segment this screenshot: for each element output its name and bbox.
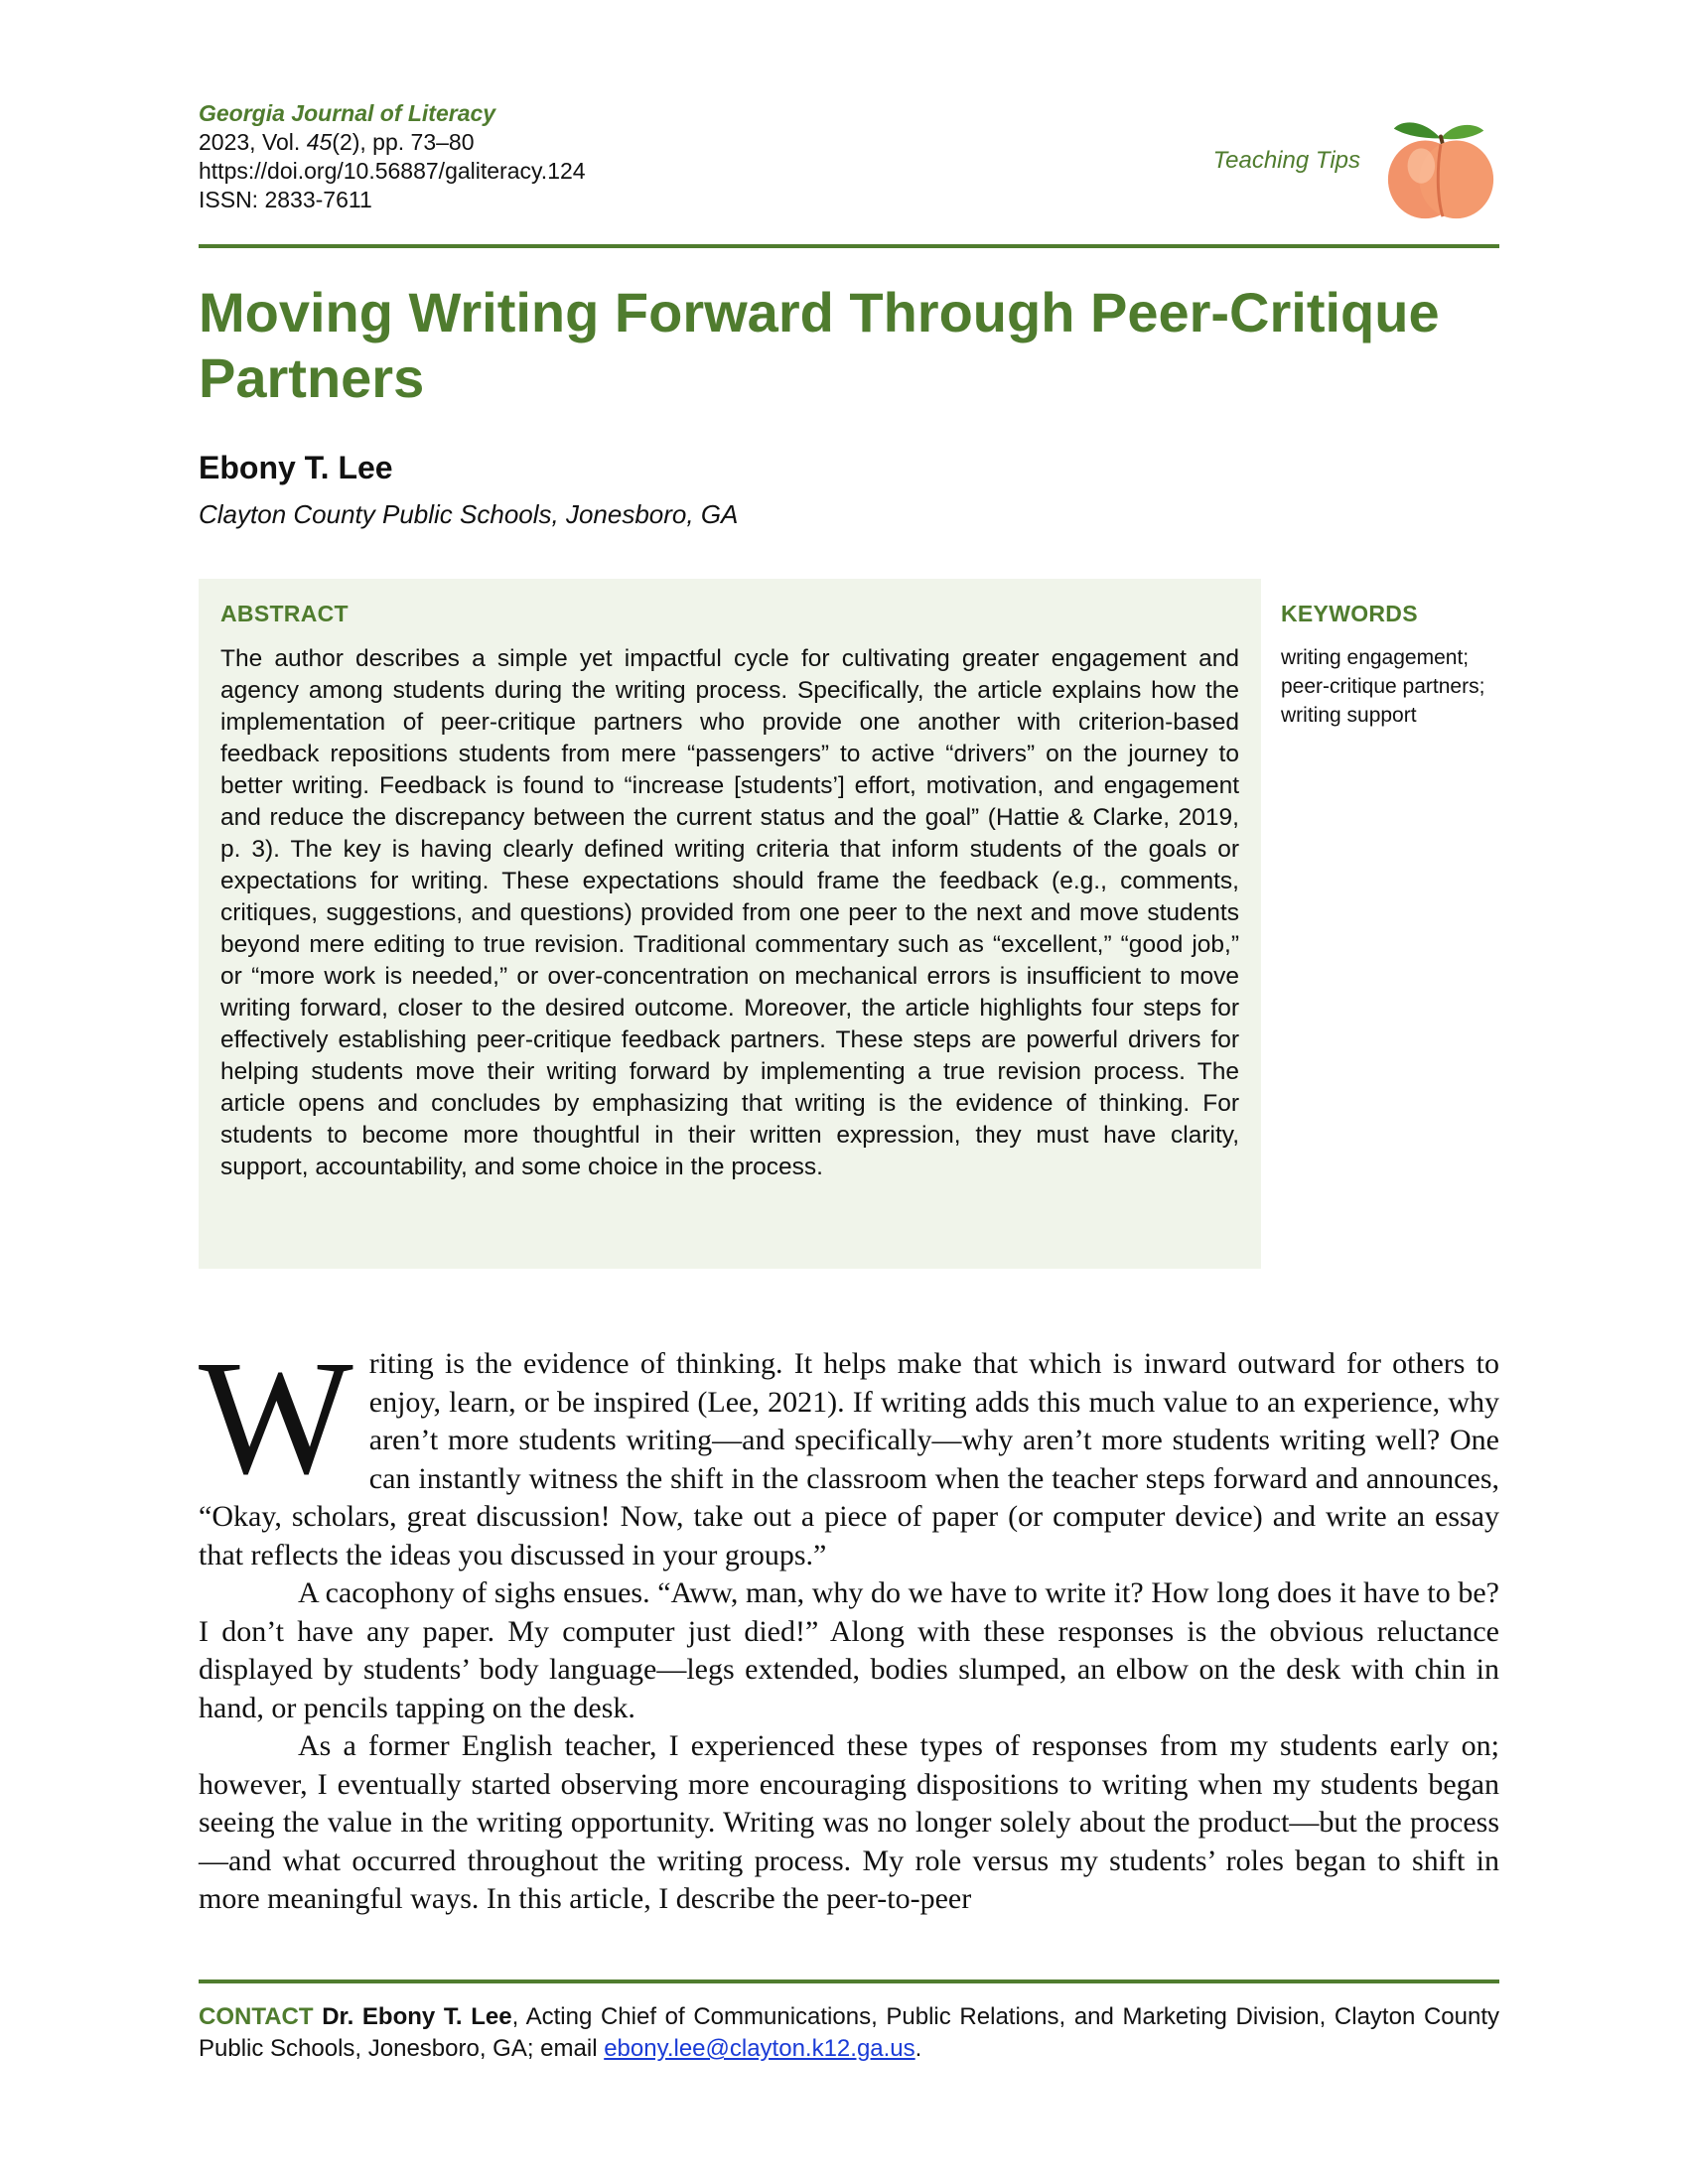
paragraph-1-text: riting is the evidence of thinking. It helps make that which is inward outward for others to enjoy, learn, or be inspired (Lee, 2021). If writing adds this much value to an experience, why aren’t more students writing—and specifically—why aren’t more students writing well? One can instantly witness the shift in the classroom when the teacher steps forward and announces, “Okay, scholars, great discussion! Now, take out a piece of paper (or computer device) and write an essay that reflects the ideas you discussed in your groups.”	[199, 1347, 1499, 1571]
footer-divider	[199, 1979, 1499, 1983]
issn: ISSN: 2833-7611	[199, 187, 372, 212]
contact-info	[199, 2001, 1499, 2065]
body-paragraph-2: A cacophony of sighs ensues. “Aww, man, why do we have to write it? How long does it have to be? I don’t have any paper. My computer just died!” Along with these responses is the obvious reluctance displayed by students’ body language—legs extended, bodies slumped, an elbow on the desk with chin in hand, or pencils tapping on the desk.	[199, 1576, 1499, 1724]
abstract-box	[199, 579, 1261, 1269]
abstract-text: The author describes a simple yet impactful cycle for cultivating greater engagement and agency among students during the writing process. Specifically, the article explains how the implementation of peer-critique partners who provide one another with criterion-based feedback repositions students from mere “passengers” to active “drivers” on the journey to better writing. Feedback is found to “increase [students’] effort, motivation, and engagement and reduce the discrepancy between the current status and the goal” (Hattie & Clarke, 2019, p. 3). The key is having clearly defined writing criteria that inform students of the goals or expectations for writing. These expectations should frame the feedback (e.g., comments, critiques, suggestions, and questions) provided from one peer to the next and move students beyond mere editing to true revision. Traditional commentary such as “excellent,” “good job,” or “more work is needed,” or over-concentration on mechanical errors is insufficient to move writing forward, closer to the desired outcome. Moreover, the article highlights four steps for effectively establishing peer-critique feedback partners. These steps are powerful drivers for helping students move their writing forward by implementing a true revision process. The article opens and concludes by emphasizing that writing is the evidence of thinking. For students to become more thoughtful in their written expression, they must have clarity, support, accountability, and some choice in the process.	[220, 645, 1239, 1180]
author-name: Ebony T. Lee	[199, 450, 393, 485]
contact-end: .	[914, 2035, 922, 2062]
contact-email-link[interactable]: ebony.lee@clayton.k12.ga.us	[604, 2035, 915, 2062]
doi[interactable]: https://doi.org/10.56887/galiteracy.124	[199, 158, 586, 184]
keywords-heading: KEYWORDS	[1281, 601, 1418, 626]
volume-prefix: 2023, Vol.	[199, 129, 307, 155]
keywords-panel	[1281, 601, 1499, 730]
volume-number: 45	[306, 129, 333, 155]
drop-cap: W	[199, 1326, 353, 1508]
journal-header	[199, 99, 1499, 248]
volume-suffix: (2), pp. 73–80	[332, 129, 475, 155]
article-body	[199, 1326, 1499, 1919]
section-label: Teaching Tips	[1212, 147, 1360, 174]
abstract-heading: ABSTRACT	[220, 601, 349, 626]
body-paragraph-1	[199, 1326, 1499, 1574]
body-paragraph-3: As a former English teacher, I experienced these types of responses from my students early on; however, I eventually started observing more encouraging dispositions to writing when my students began seeing the value in the writing opportunity. Writing was no longer solely about the product—but the process—and what occurred throughout the writing process. My role versus my students’ roles began to shift in more meaningful ways. In this article, I describe the peer-to-peer	[199, 1729, 1499, 1915]
contact-details: , Acting Chief of Communications, Public Relations, and Marketing Division, Clayton County Public Schools, Jonesboro, GA; email	[199, 2003, 1499, 2062]
keywords-text: writing engagement; peer-critique partners; writing support	[1281, 646, 1485, 727]
header-divider	[199, 244, 1499, 248]
contact-label: CONTACT	[199, 2003, 314, 2030]
contact-name: Dr. Ebony T. Lee	[322, 2003, 512, 2030]
journal-name: Georgia Journal of Literacy	[199, 100, 496, 126]
peach-icon	[1382, 109, 1499, 226]
author-affiliation: Clayton County Public Schools, Jonesboro, GA	[199, 499, 739, 529]
article-title: Moving Writing Forward Through Peer-Critique Partners	[199, 281, 1440, 409]
